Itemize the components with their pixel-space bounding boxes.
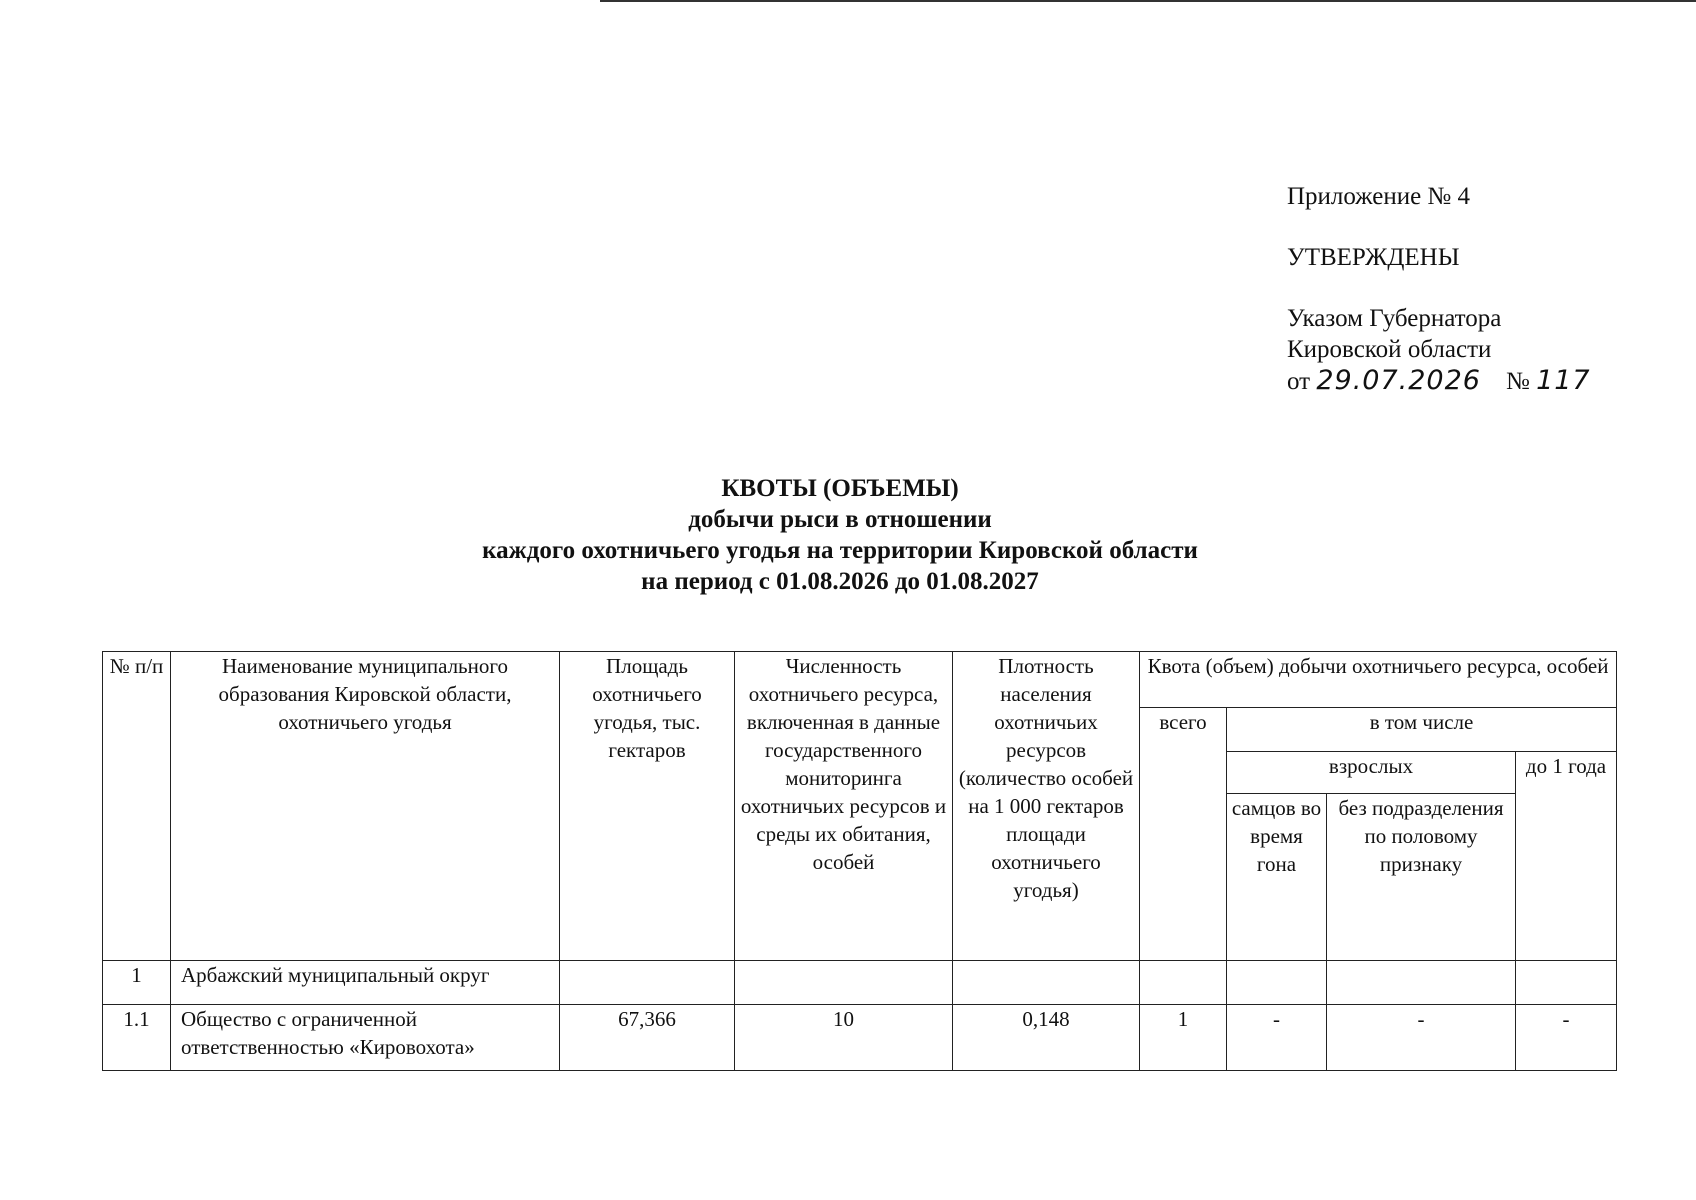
handwritten-number: 117 <box>1536 365 1591 396</box>
document-title <box>340 473 1340 597</box>
appendix-number: Приложение № 4 <box>1287 183 1471 210</box>
row-density <box>953 961 1140 1005</box>
header-name: Наименование муниципального образования Кировской области, охотничьего угодья <box>171 652 560 961</box>
decree-line-2: Кировской области <box>1287 336 1492 363</box>
row-males-rut <box>1227 961 1327 1005</box>
table-row <box>103 961 1617 1005</box>
header-total: всего <box>1140 708 1227 961</box>
header-row-1 <box>103 652 1617 708</box>
row-no-sex: - <box>1327 1005 1516 1071</box>
row-density: 0,148 <box>953 1005 1140 1071</box>
header-area: Площадь охотничьего угодья, тыс. гектаров <box>560 652 735 961</box>
table-row <box>103 1005 1617 1071</box>
row-count <box>735 961 953 1005</box>
decree-date-line <box>1287 365 1591 397</box>
title-line-2: добычи рыси в отношении <box>688 506 992 533</box>
date-prefix: от <box>1287 368 1311 395</box>
row-name: Арбажский муниципальный округ <box>171 961 560 1005</box>
row-total: 1 <box>1140 1005 1227 1071</box>
header-num: № п/п <box>103 652 171 961</box>
quota-table <box>102 651 1617 1071</box>
handwritten-date: 29.07.2026 <box>1316 365 1481 396</box>
row-name: Общество с ограниченной ответственностью «Кировохота» <box>171 1005 560 1071</box>
approved-label: УТВЕРЖДЕНЫ <box>1287 244 1460 271</box>
row-num: 1 <box>103 961 171 1005</box>
header-adults: взрослых <box>1227 752 1516 794</box>
header-no-sex-division: без подразделения по половому признаку <box>1327 794 1516 961</box>
row-under-one <box>1516 961 1617 1005</box>
row-area <box>560 961 735 1005</box>
row-no-sex <box>1327 961 1516 1005</box>
header-including: в том числе <box>1227 708 1617 752</box>
row-num: 1.1 <box>103 1005 171 1071</box>
row-area: 67,366 <box>560 1005 735 1071</box>
title-line-1: КВОТЫ (ОБЪЕМЫ) <box>721 475 959 502</box>
row-under-one: - <box>1516 1005 1617 1071</box>
header-density: Плотность населения охотничьих ресурсов (количество особей на 1 000 гектаров площади охотничьего угодья) <box>953 652 1140 961</box>
row-count: 10 <box>735 1005 953 1071</box>
header-count: Численность охотничьего ресурса, включенная в данные государственного мониторинга охотничьих ресурсов и среды их обитания, особей <box>735 652 953 961</box>
header-quota: Квота (объем) добычи охотничьего ресурса, особей <box>1140 652 1617 708</box>
header-under-one: до 1 года <box>1516 752 1617 961</box>
header-males-rut: самцов во время гона <box>1227 794 1327 961</box>
decree-line-1: Указом Губернатора <box>1287 305 1502 332</box>
scan-edge-line <box>600 0 1696 2</box>
title-line-4: на период с 01.08.2026 до 01.08.2027 <box>641 568 1039 595</box>
approval-block <box>1287 181 1591 397</box>
row-males-rut: - <box>1227 1005 1327 1071</box>
title-line-3: каждого охотничьего угодья на территории Кировской области <box>482 537 1198 564</box>
row-total <box>1140 961 1227 1005</box>
number-prefix: № <box>1505 368 1530 395</box>
